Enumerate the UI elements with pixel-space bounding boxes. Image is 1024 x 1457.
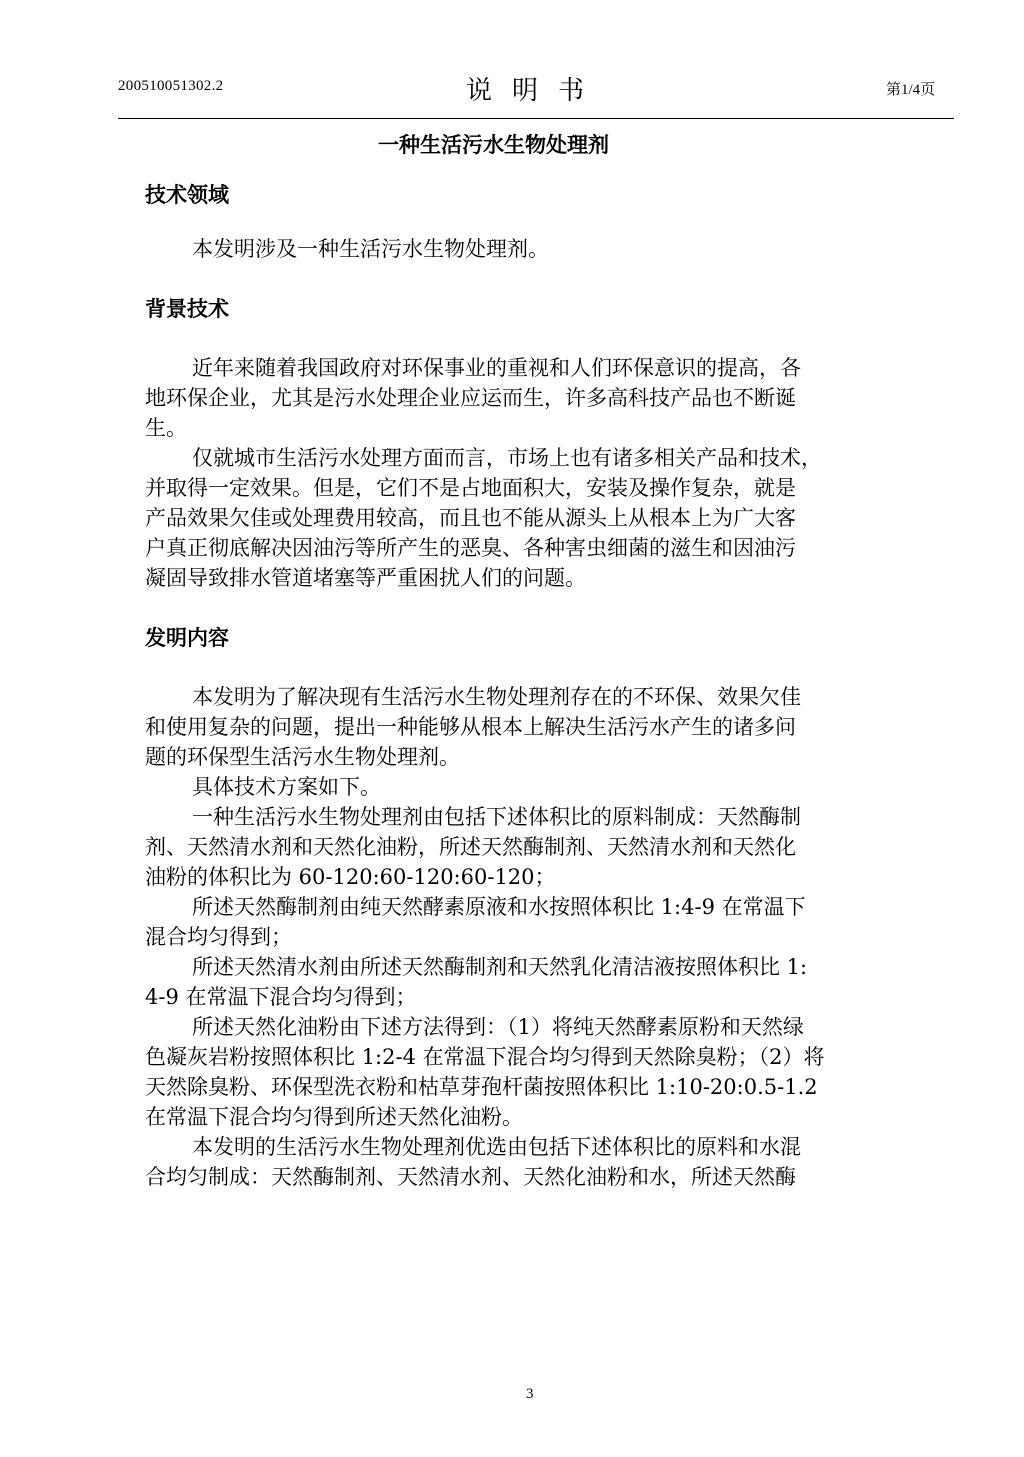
text-line: 凝固导致排水管道堵塞等严重困扰人们的问题。 — [145, 566, 586, 590]
text-line: 本发明为了解决现有生活污水生物处理剂存在的不环保、效果欠佳 — [192, 685, 801, 709]
text-line: 户真正彻底解决因油污等所产生的恶臭、各种害虫细菌的滋生和因油污 — [145, 536, 796, 560]
text-line: 生。 — [145, 416, 187, 440]
text-line: 并取得一定效果。但是，它们不是占地面积大，安装及操作复杂，就是 — [145, 476, 796, 500]
text-line: 混合均匀得到； — [145, 925, 292, 949]
text-line: 色凝灰岩粉按照体积比 1:2-4 在常温下混合均匀得到天然除臭粉；（2）将 — [145, 1045, 825, 1069]
text-line: 所述天然化油粉由下述方法得到：（1）将纯天然酵素原粉和天然绿 — [192, 1015, 804, 1039]
text-line: 近年来随着我国政府对环保事业的重视和人们环保意识的提高，各 — [192, 356, 801, 380]
text-line: 产品效果欠佳或处理费用较高，而且也不能从源头上从根本上为广大客 — [145, 506, 796, 530]
document-title: 一种生活污水生物处理剂 — [378, 132, 609, 157]
text-line: 合均匀制成：天然酶制剂、天然清水剂、天然化油粉和水，所述天然酶 — [145, 1165, 796, 1189]
text-line: 所述天然酶制剂由纯天然酵素原液和水按照体积比 1:4-9 在常温下 — [192, 895, 806, 919]
text-line: 在常温下混合均匀得到所述天然化油粉。 — [145, 1105, 523, 1129]
text-line: 和使用复杂的问题，提出一种能够从根本上解决生活污水产生的诸多问 — [145, 715, 796, 739]
text-line: 具体技术方案如下。 — [192, 775, 381, 799]
text-line: 剂、天然清水剂和天然化油粉，所述天然酶制剂、天然清水剂和天然化 — [145, 835, 796, 859]
heading-background: 背景技术 — [145, 296, 229, 321]
heading-tech-field: 技术领域 — [145, 182, 229, 207]
text-line: 一种生活污水生物处理剂由包括下述体积比的原料制成：天然酶制 — [192, 805, 801, 829]
text-line: 本发明的生活污水生物处理剂优选由包括下述体积比的原料和水混 — [192, 1135, 801, 1159]
text-line: 题的环保型生活污水生物处理剂。 — [145, 745, 460, 769]
text-line: 4-9 在常温下混合均匀得到； — [145, 985, 417, 1009]
text-line: 天然除臭粉、环保型洗衣粉和枯草芽孢杆菌按照体积比 1:10-20:0.5-1.2 — [145, 1075, 818, 1099]
paragraph-tech-field — [145, 234, 875, 264]
paragraph-background — [145, 353, 875, 593]
text-line: 地环保企业，尤其是污水处理企业应运而生，许多高科技产品也不断诞 — [145, 386, 796, 410]
document-number: 200510051302.2 — [118, 78, 224, 94]
text-line: 所述天然清水剂由所述天然酶制剂和天然乳化清洁液按照体积比 1: — [192, 955, 808, 979]
paragraph-content — [145, 682, 875, 1192]
page-number: 3 — [526, 1386, 534, 1402]
text-line: 本发明涉及一种生活污水生物处理剂。 — [192, 237, 549, 261]
header-title: 说明书 — [466, 76, 605, 106]
page-info: 第1/4页 — [886, 82, 936, 98]
text-line: 油粉的体积比为 60-120:60-120:60-120； — [145, 865, 556, 889]
text-line: 仅就城市生活污水处理方面而言，市场上也有诸多相关产品和技术， — [192, 446, 822, 470]
heading-content: 发明内容 — [145, 625, 229, 650]
header-divider — [118, 118, 954, 119]
